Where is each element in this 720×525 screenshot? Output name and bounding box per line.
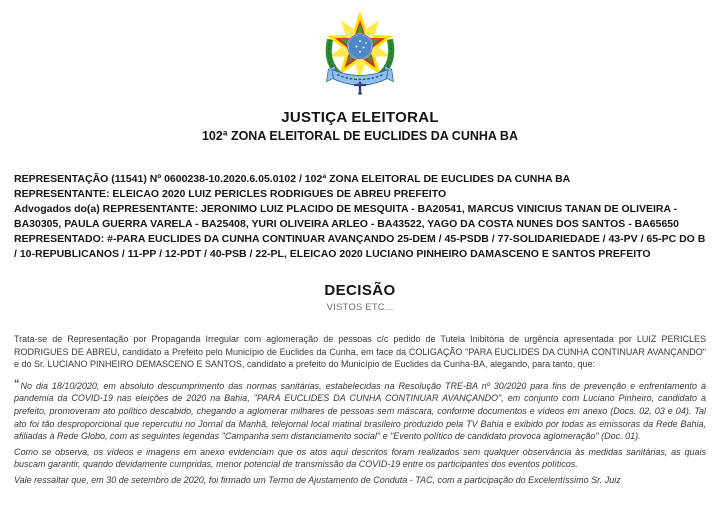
advogados-line: Advogados do(a) REPRESENTANTE: JERONIMO LUIZ PLACIDO DE MESQUITA - BA20541, MARCUS VINICIUS TANAN DE OLIVEIRA - BA30305, PAULA GUERRA VARELA - BA25408, YURI OLIVEIRA ARLEO - BA43522, YAGO DA COSTA NUNES DOS SANTOS - BA65650 [14, 203, 679, 230]
representante-line: REPRESENTANTE: ELEICAO 2020 LUIZ PERICLES RODRIGUES DE ABREU PREFEITO [14, 188, 447, 200]
quoted-paragraph-1-text: No dia 18/10/2020, em absoluto descumprimento das normas sanitárias, estabelecidas na Resolução TRE-BA nº 30/2020 para fins de prevenção e enfrentamento à pandemia da COVID-19 nas eleições de 2020 na Bahia, "PARA EUCLIDES DA CUNHA CONTINUAR AVANÇANDO", em conjunto com Luciano Pinheiro, candidato a prefeito, promoveram ato político descabido, chegando a aglomerar milhares de pessoas sem máscara, conforme documentos e vídeos em anexo (Docs. 02, 03 e 04). Tal ato foi tão desproporcional que repercutiu no Jornal da Manhã, telejornal local matinal brasileiro produzido pela TV Bahia e exibido por todas as emissoras da Rede Bahia, afiliadas à Rede Globo, com as seguintes legendas "Campanha sem distanciamento social" e "Evento político de candidato provoca aglomeração" (Doc. 01). [14, 380, 706, 442]
court-title: JUSTIÇA ELEITORAL [281, 109, 439, 126]
case-info-block [14, 172, 706, 262]
case-number-line: REPRESENTAÇÃO (11541) Nº 0600238-10.2020.6.05.0102 / 102ª ZONA ELEITORAL DE EUCLIDES DA CUNHA BA [14, 173, 571, 185]
decision-heading: DECISÃO [324, 282, 396, 299]
quoted-paragraph-3-clipped: Vale ressaltar que, em 30 de setembro de 2020, foi firmado um Termo de Ajustamento de Conduta - TAC, com a participação do Excelentíssimo Sr. Juiz [14, 474, 621, 485]
quoted-paragraph-1 [14, 378, 706, 443]
document-header-emblem [14, 0, 706, 92]
opening-quote-mark: “ [14, 377, 20, 390]
electoral-zone-title: 102ª ZONA ELEITORAL DE EUCLIDES DA CUNHA BA [201, 129, 518, 143]
intro-paragraph: Trata-se de Representação por Propaganda Irregular com aglomeração de pessoas c/c pedido de Tutela Inibitória de urgência apresentada por LUIZ PERICLES RODRIGUES DE ABREU, candidato a Prefeito pelo Município de Euclides da Cunha, em face da COLIGAÇÃO "PARA EUCLIDES DA CUNHA CONTINUAR AVANÇANDO" e do Sr. LUCIANO PINHEIRO DEMASCENO E SANTOS, candidato a prefeito do Município de Euclides da Cunha-BA, alegando, para tanto, que: [14, 334, 706, 370]
brazil-coat-of-arms-icon [316, 4, 404, 96]
representado-line: REPRESENTADO: #-PARA EUCLIDES DA CUNHA CONTINUAR AVANÇANDO 25-DEM / 45-PSDB / 77-SOLIDARIEDADE / 43-PV / 65-PC DO B / 10-REPUBLICANOS / 11-PP / 12-PDT / 40-PSB / 22-PL, ELEICAO 2020 LUCIANO PINHEIRO DAMASCENO E SANTOS PREFEITO [14, 233, 706, 260]
quoted-paragraph-2: Como se observa, os vídeos e imagens em anexo evidenciam que os atos aqui descritos foram realizados sem qualquer observância às medidas sanitárias, as quais buscam garantir, quando devidamente cumpridas, menor potencial de transmissão da COVID-19 entre os participantes dos eventos políticos. [14, 446, 706, 470]
vistos-subheading: VISTOS ETC... [326, 302, 394, 313]
